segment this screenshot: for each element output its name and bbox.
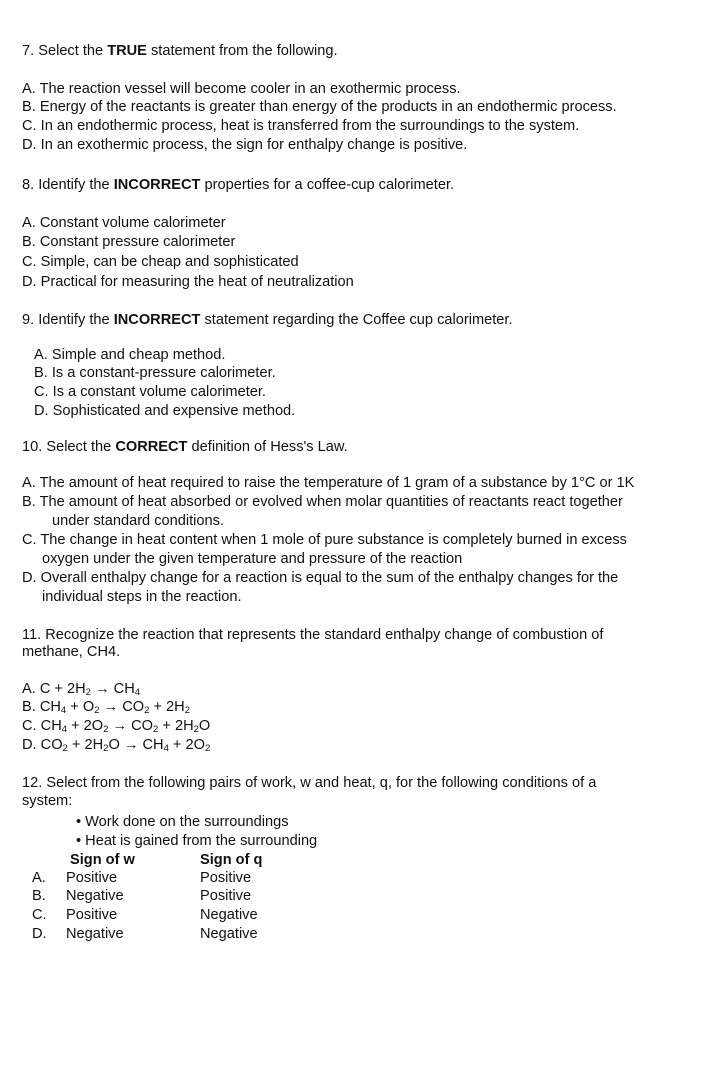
q12-stem-line1: 12. Select from the following pairs of work, w and heat, q, for the following conditions of a [22, 775, 597, 791]
q12-row-letter: A. [32, 870, 46, 886]
q10-option-c: C. The change in heat content when 1 mole of pure substance is completely burned in excess [22, 532, 627, 548]
q11-stem-line2: methane, CH4. [22, 644, 121, 660]
q10-option-b-cont: under standard conditions. [52, 513, 224, 529]
q11-option-d: D. $CO_2 + 2H_2O \to CH_4 + 2O_2$ [22, 737, 211, 754]
q10-option-d-cont: individual steps in the reaction. [42, 589, 242, 605]
q11-option-b: B. $CH_4 + O_2 \to CO_2 + 2H_2$ [22, 699, 190, 716]
q12-row-w: Positive [66, 907, 118, 923]
q12-row-letter: B. [32, 888, 46, 904]
q12-row-q: Negative [200, 926, 258, 942]
q7-option-d: D. In an exothermic process, the sign for enthalpy change is positive. [22, 137, 468, 153]
q12-header-sign-q: Sign of q [200, 852, 263, 868]
q7-stem: 7. Select the TRUE statement from the following. [22, 43, 338, 59]
q7-option-b: B. Energy of the reactants is greater than energy of the products in an endothermic process. [22, 99, 617, 115]
q12-bullet-heat: • Heat is gained from the surrounding [76, 833, 318, 849]
q8-stem: 8. Identify the INCORRECT properties for a coffee-cup calorimeter. [22, 177, 455, 193]
q12-row-letter: C. [32, 907, 47, 923]
q10-option-b: B. The amount of heat absorbed or evolved when molar quantities of reactants react together [22, 494, 623, 510]
q8-option-c: C. Simple, can be cheap and sophisticated [22, 254, 299, 270]
q12-row-w: Negative [66, 926, 124, 942]
q10-option-c-cont: oxygen under the given temperature and pressure of the reaction [42, 551, 463, 567]
q9-stem: 9. Identify the INCORRECT statement regarding the Coffee cup calorimeter. [22, 312, 513, 328]
q12-stem-line2: system: [22, 793, 73, 809]
q11-option-c: C. $CH_4 + 2O_2 \to CO_2 + 2H_2O$ [22, 718, 211, 735]
q9-option-c: C. Is a constant volume calorimeter. [34, 384, 266, 400]
q12-row-q: Negative [200, 907, 258, 923]
q12-row-w: Negative [66, 888, 124, 904]
q9-option-d: D. Sophisticated and expensive method. [34, 403, 296, 419]
q12-row-letter: D. [32, 926, 47, 942]
q12-header-sign-w: Sign of w [70, 852, 135, 868]
q9-option-b: B. Is a constant-pressure calorimeter. [34, 365, 276, 381]
q12-row-q: Positive [200, 870, 252, 886]
q12-row-w: Positive [66, 870, 118, 886]
q10-stem: 10. Select the CORRECT definition of Hess's Law. [22, 439, 348, 455]
q9-option-a: A. Simple and cheap method. [34, 347, 226, 363]
q7-option-c: C. In an endothermic process, heat is transferred from the surroundings to the system. [22, 118, 580, 134]
q12-row-q: Positive [200, 888, 252, 904]
q11-stem-line1: 11. Recognize the reaction that represents the standard enthalpy change of combustion of [22, 627, 604, 643]
q7-option-a: A. The reaction vessel will become cooler in an exothermic process. [22, 81, 461, 97]
q10-option-d: D. Overall enthalpy change for a reaction is equal to the sum of the enthalpy changes for the [22, 570, 619, 586]
q8-option-d: D. Practical for measuring the heat of neutralization [22, 274, 354, 290]
q8-option-b: B. Constant pressure calorimeter [22, 234, 236, 250]
q11-option-a: A. $C + 2H_2 \to CH_4$ [22, 681, 141, 698]
q12-bullet-work: • Work done on the surroundings [76, 814, 289, 830]
q8-option-a: A. Constant volume calorimeter [22, 215, 226, 231]
q10-option-a: A. The amount of heat required to raise the temperature of 1 gram of a substance by 1°C or 1K [22, 475, 635, 491]
